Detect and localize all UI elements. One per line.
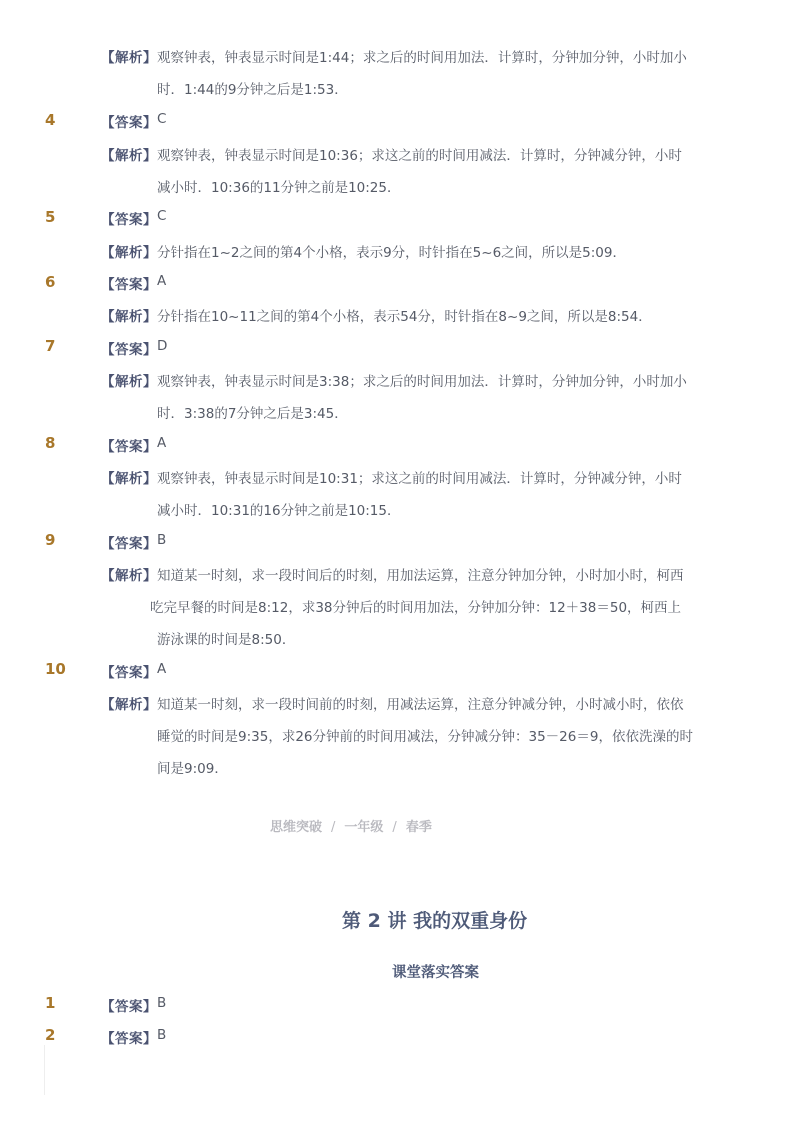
explanation-tag: 【解析】	[101, 50, 157, 66]
question-number: 10	[45, 660, 66, 678]
answer-value: B	[157, 995, 167, 1011]
explanation-text: 吃完早餐的时间是8:12，求38分钟后的时间用加法，分钟加分钟：12＋38＝50，柯西上	[150, 600, 682, 616]
answer-value: C	[157, 111, 167, 127]
section-title: 课堂落实答案	[392, 965, 479, 981]
question-number: 1	[45, 994, 56, 1012]
explanation-text: 分针指在10~11之间的第4个小格，表示54分，时针指在8~9之间，所以是8:54．	[157, 309, 652, 325]
explanation-text: 知道某一时刻，求一段时间后的时刻，用加法运算，注意分钟加分钟，小时加小时，柯西	[157, 568, 684, 584]
explanation-tag: 【解析】	[101, 309, 157, 325]
answer-tag: 【答案】	[101, 277, 157, 293]
answer-value: A	[157, 273, 167, 289]
explanation-text: 时．1:44的9分钟之后是1:53．	[157, 82, 348, 98]
explanation-text: 观察钟表，钟表显示时间是3:38；求之后的时间用加法．计算时，分钟加分钟，小时加小	[157, 374, 687, 390]
answer-tag: 【答案】	[101, 665, 157, 681]
explanation-text: 减小时．10:36的11分钟之前是10:25．	[157, 180, 401, 196]
explanation-text: 分针指在1~2之间的第4个小格，表示9分，时针指在5~6之间，所以是5:09．	[157, 245, 626, 261]
explanation-text: 减小时．10:31的16分钟之前是10:15．	[157, 503, 401, 519]
explanation-tag: 【解析】	[101, 245, 157, 261]
explanation-text: 游泳课的时间是8:50．	[157, 632, 296, 648]
footer-season: 春季	[405, 820, 432, 835]
lecture-title: 第 2 讲 我的双重身份	[342, 910, 528, 932]
answer-tag: 【答案】	[101, 1031, 157, 1047]
explanation-tag: 【解析】	[101, 697, 157, 713]
footer-separator: /	[331, 820, 336, 835]
explanation-text: 时．3:38的7分钟之后是3:45．	[157, 406, 348, 422]
answer-value: D	[157, 338, 168, 354]
explanation-tag: 【解析】	[101, 568, 157, 584]
page-edge-divider	[44, 1045, 45, 1095]
explanation-text: 观察钟表，钟表显示时间是1:44；求之后的时间用加法．计算时，分钟加分钟，小时加小	[157, 50, 687, 66]
answer-value: A	[157, 435, 167, 451]
explanation-tag: 【解析】	[101, 471, 157, 487]
question-number: 4	[45, 111, 56, 129]
answer-tag: 【答案】	[101, 439, 157, 455]
question-number: 2	[45, 1026, 56, 1044]
answer-tag: 【答案】	[101, 212, 157, 228]
answer-tag: 【答案】	[101, 536, 157, 552]
footer-grade: 一年级	[344, 820, 384, 835]
answer-value: B	[157, 532, 167, 548]
explanation-text: 知道某一时刻，求一段时间前的时刻，用减法运算，注意分钟减分钟，小时减小时，依依	[157, 697, 684, 713]
question-number: 8	[45, 434, 56, 452]
answer-value: B	[157, 1027, 167, 1043]
question-number: 5	[45, 208, 56, 226]
explanation-text: 睡觉的时间是9:35，求26分钟前的时间用减法，分钟减分钟：35－26＝9，依依洗澡的时	[157, 729, 693, 745]
question-number: 9	[45, 531, 56, 549]
explanation-text: 观察钟表，钟表显示时间是10:31；求这之前的时间用减法．计算时，分钟减分钟，小时	[157, 471, 682, 487]
question-number: 7	[45, 337, 56, 355]
footer-series: 思维突破	[270, 820, 323, 835]
question-number: 6	[45, 273, 56, 291]
answer-value: A	[157, 661, 167, 677]
explanation-text: 间是9:09．	[157, 761, 228, 777]
answer-tag: 【答案】	[101, 342, 157, 358]
answer-tag: 【答案】	[101, 999, 157, 1015]
explanation-text: 观察钟表，钟表显示时间是10:36；求这之前的时间用减法．计算时，分钟减分钟，小时	[157, 148, 682, 164]
answer-value: C	[157, 208, 167, 224]
explanation-tag: 【解析】	[101, 374, 157, 390]
answer-tag: 【答案】	[101, 115, 157, 131]
page-footer	[270, 816, 432, 835]
explanation-tag: 【解析】	[101, 148, 157, 164]
footer-separator: /	[392, 820, 397, 835]
